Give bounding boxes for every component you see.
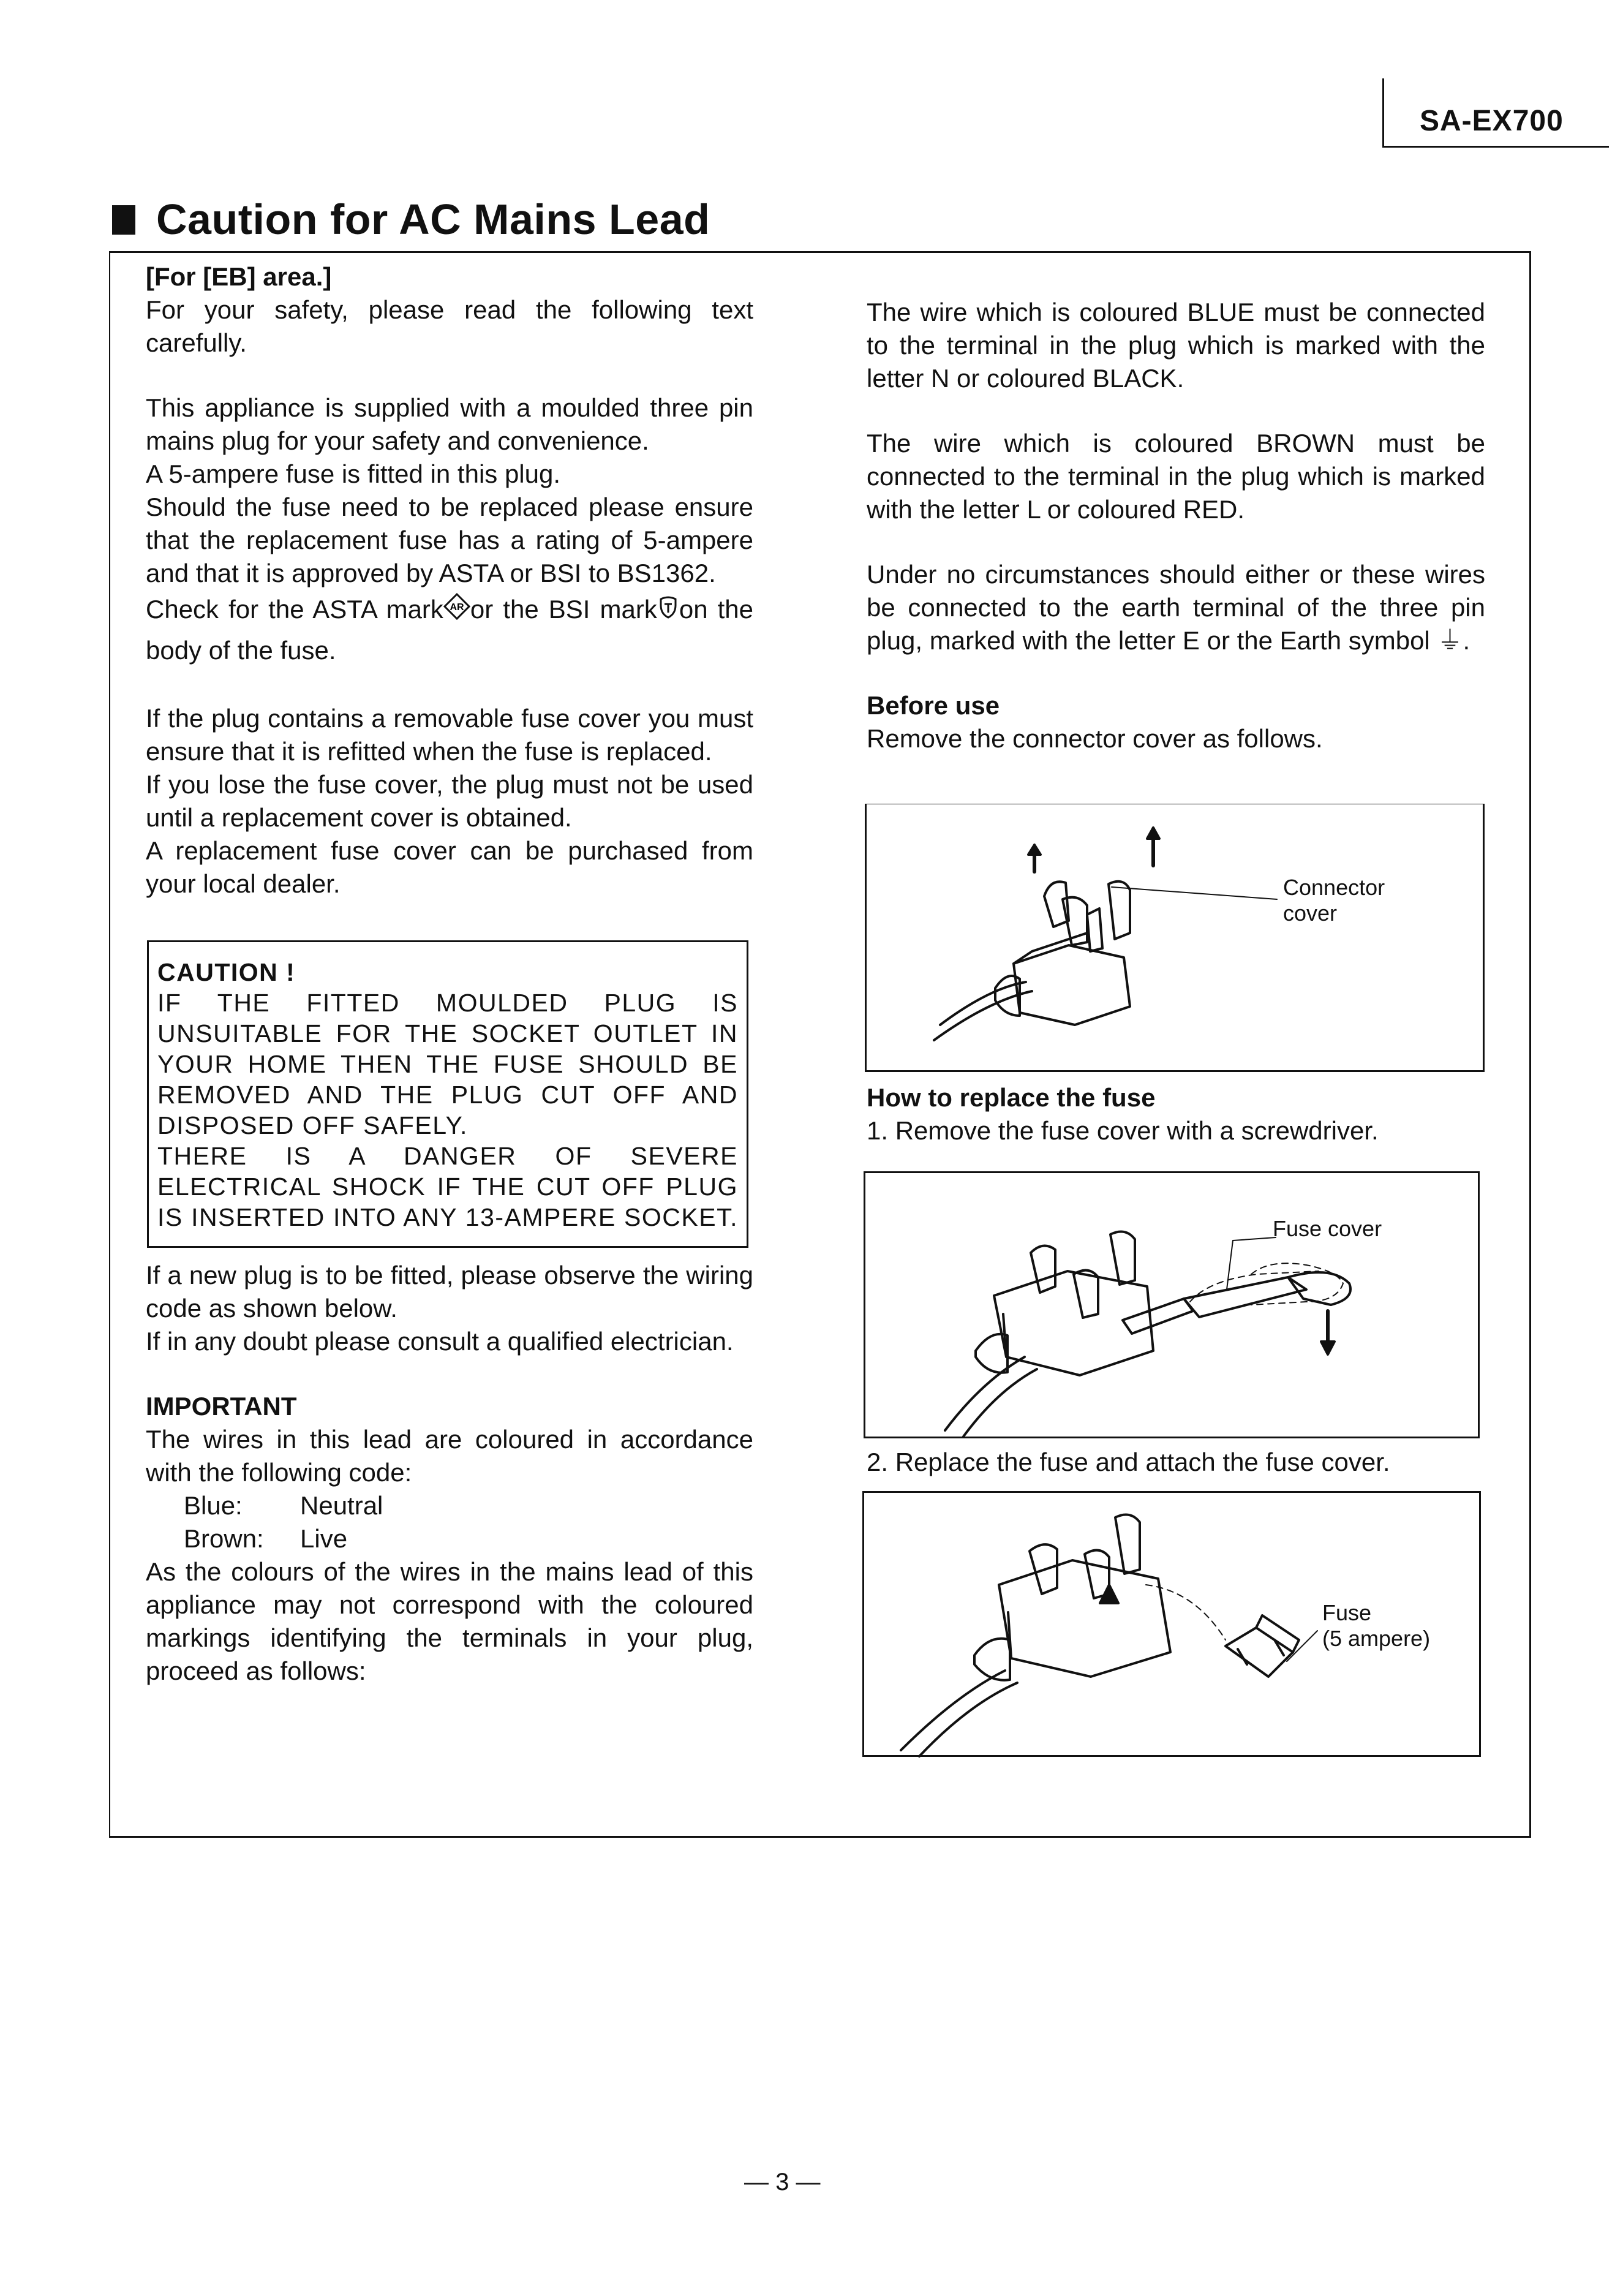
replace-fuse-section xyxy=(867,1081,1485,1147)
earth-text-end: . xyxy=(1463,626,1470,655)
header-rule-horizontal xyxy=(1382,146,1609,148)
check-text-a: Check for the ASTA mark xyxy=(146,595,443,624)
wire-code-brown-label: Brown: xyxy=(184,1524,264,1553)
fuse-cover-paragraph-1: If the plug contains a removable fuse cover you must ensure that it is refitted when the fuse is replaced. xyxy=(146,703,753,766)
remove-fuse-cover-figure xyxy=(864,1171,1480,1438)
check-text-b: or the BSI mark xyxy=(470,595,657,624)
right-column xyxy=(867,296,1485,755)
connector-cover-label-1: Connector xyxy=(1283,875,1385,900)
asta-mark-icon xyxy=(443,592,470,631)
important-heading: IMPORTANT xyxy=(146,1392,297,1421)
caution-box xyxy=(147,940,748,1248)
caution-line: THERE IS A DANGER OF SEVERE xyxy=(157,1142,738,1170)
wire-code-blue-value: Neutral xyxy=(300,1491,383,1520)
wire-code-blue-label: Blue: xyxy=(184,1491,243,1520)
earth-text: Under no circumstances should either or these wires be connected to the earth terminal of the three pin plug, marked with the letter E or the Earth symbol xyxy=(867,560,1485,655)
left-column xyxy=(146,260,753,901)
caution-line: IS INSERTED INTO ANY 13-AMPERE SOCKET. xyxy=(157,1203,738,1231)
supplied-paragraph-1: This appliance is supplied with a moulded three pin mains plug for your safety and convenience. xyxy=(146,393,753,455)
fuse-cover-paragraph-2: If you lose the fuse cover, the plug must not be used until a replacement cover is obtained. xyxy=(146,769,753,832)
screwdriver-plug-illustration xyxy=(865,1173,1482,1440)
colours-paragraph: As the colours of the wires in the mains lead of this appliance may not correspond with the coloured markings identifying the terminals in your plug, proceed as follows: xyxy=(146,1557,753,1685)
before-use-heading: Before use xyxy=(867,691,1000,720)
important-paragraph: The wires in this lead are coloured in accordance with the following code: xyxy=(146,1425,753,1487)
check-mark-paragraph xyxy=(146,590,753,670)
earth-paragraph xyxy=(867,558,1485,657)
new-plug-paragraph-1: If a new plug is to be fitted, please observe the wiring code as shown below. xyxy=(146,1261,753,1323)
supplied-paragraph-2: A 5-ampere fuse is fitted in this plug. xyxy=(146,459,561,488)
caution-line: ELECTRICAL SHOCK IF THE CUT OFF PLUG xyxy=(157,1173,738,1201)
new-plug-paragraph-2: If in any doubt please consult a qualified electrician. xyxy=(146,1327,734,1356)
title-bullet-icon xyxy=(112,205,135,235)
caution-line: IF THE FITTED MOULDED PLUG IS xyxy=(157,989,738,1017)
area-heading: [For [EB] area.] xyxy=(146,262,332,291)
caution-heading: CAUTION ! xyxy=(157,958,296,986)
model-number: SA-EX700 xyxy=(1420,105,1564,137)
earth-symbol-icon: ⏚ xyxy=(1437,626,1463,655)
caution-line: DISPOSED OFF SAFELY. xyxy=(157,1111,468,1139)
blue-wire-paragraph: The wire which is coloured BLUE must be connected to the terminal in the plug which is marked with the letter N or coloured BLACK. xyxy=(867,298,1485,393)
page-title: Caution for AC Mains Lead xyxy=(156,195,710,243)
caution-line: UNSUITABLE FOR THE SOCKET OUTLET IN xyxy=(157,1019,738,1048)
replace-fuse-heading: How to replace the fuse xyxy=(867,1083,1156,1112)
caution-line: REMOVED AND THE PLUG CUT OFF AND xyxy=(157,1081,738,1109)
connector-cover-figure xyxy=(865,804,1485,1072)
header-rule-vertical xyxy=(1382,78,1384,147)
connector-cover-label-2: cover xyxy=(1283,901,1338,926)
fuse-cover-paragraph-3: A replacement fuse cover can be purchased from your local dealer. xyxy=(146,836,753,898)
step-2: 2. Replace the fuse and attach the fuse cover. xyxy=(867,1448,1390,1476)
page-number: — 3 — xyxy=(744,2169,821,2196)
wire-code-blue xyxy=(146,1489,753,1522)
check-text-c: on the body of the fuse. xyxy=(146,595,753,665)
replace-fuse-figure xyxy=(862,1491,1481,1757)
left-column-lower xyxy=(146,1259,753,1688)
wire-code-brown xyxy=(146,1522,753,1555)
wire-code-brown-value: Live xyxy=(300,1524,348,1553)
brown-wire-paragraph: The wire which is coloured BROWN must be connected to the terminal in the plug which is marked with the letter L or coloured RED. xyxy=(867,429,1485,524)
safety-paragraph: For your safety, please read the following text carefully. xyxy=(146,295,753,357)
fuse-label-2: (5 ampere) xyxy=(1322,1626,1431,1651)
svg-text:AR: AR xyxy=(450,602,464,613)
caution-line: YOUR HOME THEN THE FUSE SHOULD BE xyxy=(157,1050,738,1078)
fuse-label-1: Fuse xyxy=(1322,1600,1372,1625)
bsi-kitemark-icon xyxy=(657,592,679,631)
before-use-text: Remove the connector cover as follows. xyxy=(867,724,1323,753)
plug-with-cover-illustration xyxy=(867,804,1486,1073)
fuse-cover-label: Fuse cover xyxy=(1273,1216,1382,1241)
step-1: 1. Remove the fuse cover with a screwdriver. xyxy=(867,1116,1379,1145)
supplied-paragraph-3: Should the fuse need to be replaced please ensure that the replacement fuse has a rating of 5-ampere and that it is approved by ASTA or BSI to BS1362. xyxy=(146,493,753,587)
step-2-section xyxy=(867,1446,1485,1479)
